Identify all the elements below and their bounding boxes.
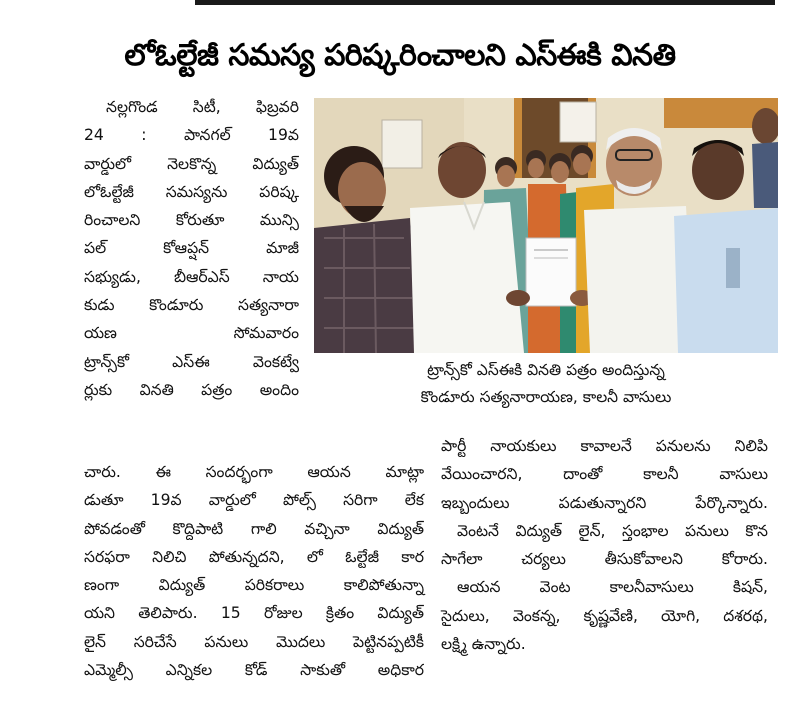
text-line: వార్డులో నెలకొన్న విద్యుత్ <box>84 154 299 173</box>
text-line: ఇబ్బందులు పడుతున్నారని పేర్కొన్నారు. <box>441 493 768 512</box>
text-line: ర్లుకు వినతి పత్రం అందిం <box>84 380 299 399</box>
caption-line: కొండూరు సత్యనారాయణ, కాలనీ వాసులు <box>420 388 672 406</box>
text-line: నల్లగొండ సిటీ, ఫిబ్రవరి <box>106 98 299 116</box>
text-line: లక్ష్మి ఉన్నారు. <box>441 635 526 654</box>
article-column-wide <box>84 458 424 684</box>
text-line: పార్టీ నాయకులు కావాలనే పనులను నిలిపి <box>441 437 768 455</box>
article-column-right <box>441 432 768 658</box>
text-line: లోఓల్టేజీ సమస్యను పరిష్క <box>84 182 299 201</box>
text-line: పల్ కోఆప్షన్ మాజీ <box>84 239 299 258</box>
text-line: సాగేలా చర్యలు తీసుకోవాలని కోరారు. <box>441 550 768 569</box>
text-line: వెంటనే విద్యుత్ లైన్, స్తంభాల పనులు కొన <box>457 521 768 540</box>
text-line: యణ సోమవారం <box>84 324 299 343</box>
news-photo <box>314 98 778 353</box>
text-line: రించాలని కోరుతూ మున్సి <box>84 211 299 230</box>
text-line: ఆయన వెంట కాలనీవాసులు కిషన్, <box>457 578 768 597</box>
text-line: ణంగా విద్యుత్ పరికరాలు కాలిపోతున్నా <box>84 576 424 595</box>
text-line: చారు. ఈ సందర్భంగా ఆయన మాట్లా <box>84 463 424 481</box>
photo-caption <box>314 357 778 411</box>
top-rule <box>195 0 775 5</box>
caption-line: ట్రాన్స్‌కో ఎస్ఈకి వినతి పత్రం అందిస్తున్న <box>427 361 665 379</box>
text-line: ట్రాన్స్‌కో ఎస్ఈ వెంకట్వే <box>84 352 299 371</box>
text-line: సైదులు, వెంకన్న, కృష్ణవేణి, యోగి, దశరథ, <box>441 606 768 625</box>
text-line: కుడు కొండూరు సత్యనారా <box>84 296 299 315</box>
text-line: డుతూ 19వ వార్డులో పోల్స్ సరిగా లేక <box>84 491 424 510</box>
text-line: సరఫరా నిలిచి పోతున్నదని, లో ఓల్టేజీ కార <box>84 547 424 566</box>
headline: లోఓల్టేజీ సమస్య పరిష్కరించాలని ఎస్ఈకి వినతి <box>124 38 676 73</box>
text-line: లైన్ సరిచేసే పనులు మొదలు పెట్టినప్పటికీ <box>84 632 424 651</box>
article-column-left <box>84 93 299 404</box>
text-line: పోవడంతో కొద్దిపాటి గాలి వచ్చినా విద్యుత్ <box>84 519 424 538</box>
text-line: ఎమ్మెల్సీ ఎన్నికల కోడ్ సాకుతో అధికార <box>84 661 424 680</box>
text-line: సభ్యుడు, బీఆర్ఎస్ నాయ <box>84 267 299 286</box>
text-line: యని తెలిపారు. 15 రోజుల క్రితం విద్యుత్ <box>84 604 424 623</box>
text-line: 24 : పానగల్ 19వ <box>84 126 299 145</box>
text-line: వేయించారని, దాంతో కాలనీ వాసులు <box>441 465 768 484</box>
